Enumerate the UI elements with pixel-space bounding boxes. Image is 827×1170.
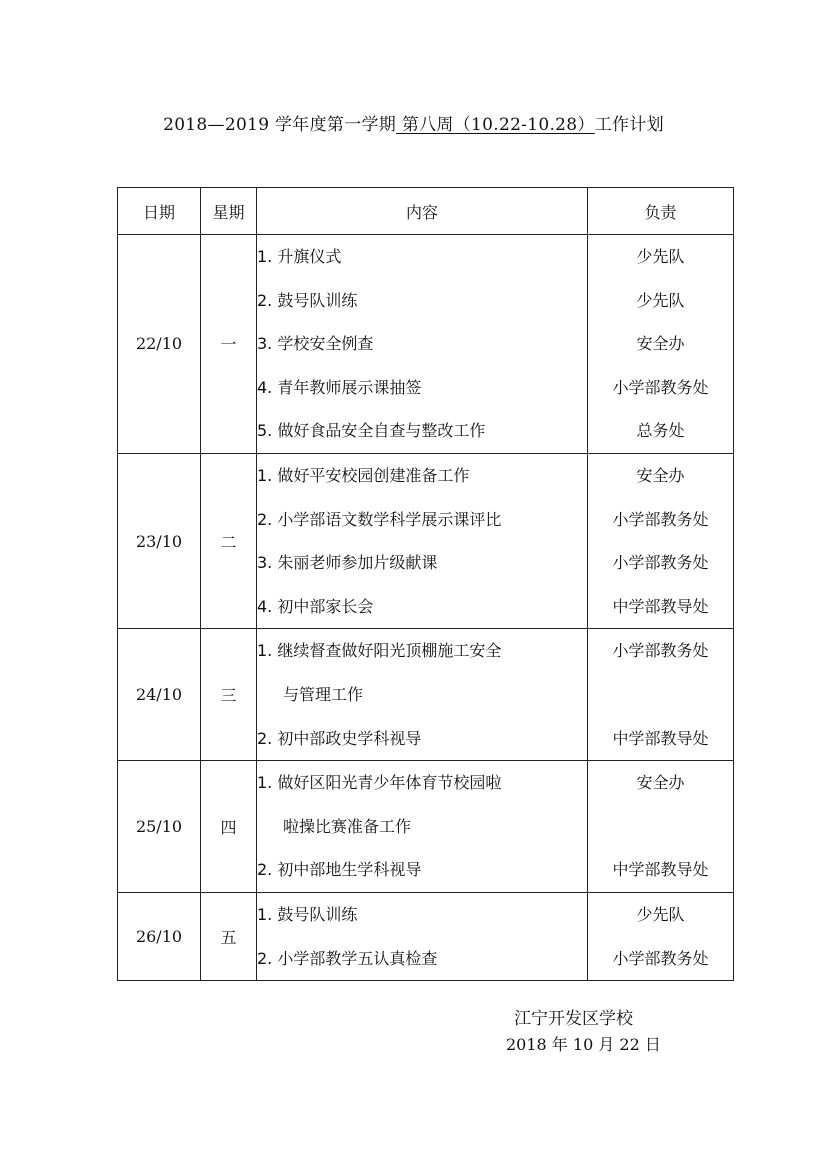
row-content bbox=[257, 235, 588, 454]
plan-item-owner: 小学部教务处 bbox=[612, 509, 709, 529]
plan-item: 1. 继续督查做好阳光顶棚施工安全 bbox=[257, 641, 502, 661]
plan-item-owner bbox=[588, 805, 733, 849]
row-date: 24/10 bbox=[118, 629, 201, 761]
table-body bbox=[118, 235, 734, 981]
plan-item: 2. 小学部教学五认真检查 bbox=[257, 948, 438, 968]
plan-item: 与管理工作 bbox=[283, 684, 364, 704]
row-weekday: 二 bbox=[201, 453, 257, 628]
row-content bbox=[257, 761, 588, 893]
plan-item-owner: 中学部教导处 bbox=[612, 596, 709, 616]
table-row bbox=[118, 629, 734, 761]
plan-item: 啦操比赛准备工作 bbox=[283, 816, 412, 836]
header-date: 日期 bbox=[118, 188, 201, 235]
plan-item-owner bbox=[588, 673, 733, 717]
table-row bbox=[118, 453, 734, 628]
plan-item: 1. 鼓号队训练 bbox=[257, 904, 358, 924]
row-date: 25/10 bbox=[118, 761, 201, 893]
plan-item: 2. 鼓号队训练 bbox=[257, 290, 358, 310]
footer-school: 江宁开发区学校 bbox=[514, 1009, 633, 1029]
header-weekday: 星期 bbox=[201, 188, 257, 235]
table-row bbox=[118, 892, 734, 980]
title-prefix: 2018—2019 学年度第一学期 bbox=[163, 115, 397, 135]
plan-item: 4. 青年教师展示课抽签 bbox=[257, 377, 422, 397]
plan-item: 1. 升旗仪式 bbox=[257, 247, 342, 266]
plan-item-owner: 安全办 bbox=[636, 465, 685, 485]
row-date: 23/10 bbox=[118, 453, 201, 628]
title-week: 第八周（10.22-10.28） bbox=[396, 115, 595, 135]
title-suffix: 工作计划 bbox=[594, 115, 664, 135]
row-weekday: 五 bbox=[201, 892, 257, 980]
row-content bbox=[257, 892, 588, 980]
plan-item-owner: 安全办 bbox=[636, 773, 685, 793]
row-owners bbox=[588, 761, 734, 893]
plan-item-owner: 总务处 bbox=[636, 421, 685, 441]
plan-item: 5. 做好食品安全自查与整改工作 bbox=[257, 421, 486, 441]
plan-item-owner: 少先队 bbox=[636, 904, 685, 924]
header-content: 内容 bbox=[257, 188, 588, 235]
plan-item: 2. 初中部政史学科视导 bbox=[257, 728, 422, 748]
plan-item-owner: 少先队 bbox=[636, 247, 685, 266]
plan-item-owner: 小学部教务处 bbox=[612, 377, 709, 397]
row-date: 26/10 bbox=[118, 892, 201, 980]
plan-item: 2. 初中部地生学科视导 bbox=[257, 860, 422, 880]
plan-item-owner: 小学部教务处 bbox=[612, 948, 709, 968]
plan-item: 1. 做好平安校园创建准备工作 bbox=[257, 465, 470, 485]
footer-date: 2018 年 10 月 22 日 bbox=[506, 1035, 661, 1054]
row-weekday: 一 bbox=[201, 235, 257, 454]
row-content bbox=[257, 453, 588, 628]
row-owners bbox=[588, 629, 734, 761]
row-date: 22/10 bbox=[118, 235, 201, 454]
row-weekday: 四 bbox=[201, 761, 257, 893]
table-row bbox=[118, 235, 734, 454]
plan-item-owner: 中学部教导处 bbox=[612, 860, 709, 880]
row-content bbox=[257, 629, 588, 761]
row-owners bbox=[588, 235, 734, 454]
plan-item: 3. 学校安全例查 bbox=[257, 334, 374, 354]
document-title bbox=[0, 110, 827, 135]
plan-item: 4. 初中部家长会 bbox=[257, 596, 374, 616]
plan-item-owner: 安全办 bbox=[636, 334, 685, 354]
plan-item: 1. 做好区阳光青少年体育节校园啦 bbox=[257, 773, 502, 793]
plan-item: 2. 小学部语文数学科学展示课评比 bbox=[257, 509, 502, 529]
plan-item-owner: 小学部教务处 bbox=[612, 553, 709, 573]
plan-item-owner: 中学部教导处 bbox=[612, 728, 709, 748]
row-weekday: 三 bbox=[201, 629, 257, 761]
plan-item-owner: 少先队 bbox=[636, 290, 685, 310]
row-owners bbox=[588, 453, 734, 628]
table-row bbox=[118, 761, 734, 893]
header-owner: 负责 bbox=[588, 188, 734, 235]
plan-item: 3. 朱丽老师参加片级献课 bbox=[257, 553, 438, 573]
row-owners bbox=[588, 892, 734, 980]
work-plan-table bbox=[117, 187, 734, 981]
table-header-row bbox=[118, 188, 734, 235]
plan-item-owner: 小学部教务处 bbox=[612, 641, 709, 661]
